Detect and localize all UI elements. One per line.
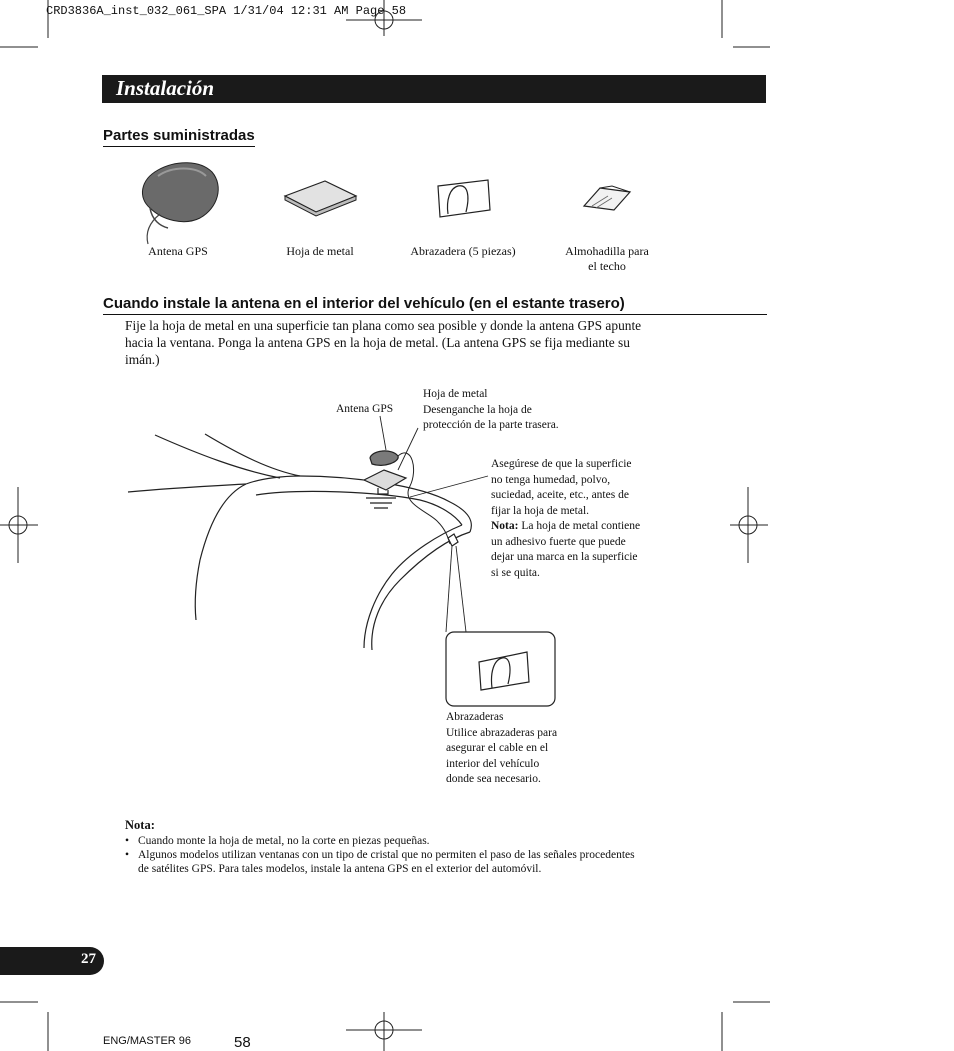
label-note-line (491, 519, 681, 535)
footer-page-number: 58 (234, 1034, 251, 1051)
label-line: Utilice abrazaderas para (446, 726, 558, 739)
label-line: fijar la hoja de metal. (491, 504, 590, 517)
part-caption-line: Almohadilla para (565, 244, 649, 258)
label-line: Abrazaderas (446, 711, 504, 723)
label-metal-sheet (423, 387, 603, 434)
note-item: • Cuando monte la hoja de metal, no la corte en piezas pequeñas. (125, 834, 645, 848)
label-antenna: Antena GPS (336, 403, 394, 415)
label-line: Desenganche la hoja de (423, 403, 532, 416)
label-line: donde sea necesario. (446, 773, 541, 785)
label-line: dejar una marca en la superficie (491, 551, 638, 563)
install-heading: Cuando instale la antena en el interior del vehículo (en el estante trasero) (103, 295, 767, 315)
install-paragraph: Fije la hoja de metal en una superficie tan plana como sea posible y donde la antena GPS apunte hacia la ventana. Ponga la antena GPS en la hoja de metal. (La antena GPS se fija mediante su imán.) (125, 318, 642, 367)
part-caption-line: Antena GPS (148, 244, 208, 258)
footer-master: ENG/MASTER 96 (103, 1035, 192, 1047)
label-line: protección de la parte trasera. (423, 419, 559, 431)
label-line: un adhesivo fuerte que puede (491, 535, 626, 548)
part-caption-line: el techo (588, 259, 626, 273)
note-item: • Algunos modelos utilizan ventanas con un tipo de cristal que no permiten el paso de las señales procedentes de satélites GPS. Para tales modelos, instale la antena GPS en el exterior del automóvil. (125, 848, 645, 876)
label-line: La hoja de metal contiene (518, 520, 641, 532)
label-line: Asegúrese de que la superficie (491, 458, 632, 470)
part-caption-line: Hoja de metal (286, 244, 354, 258)
label-line: Hoja de metal (423, 388, 488, 400)
section-title: Instalación (116, 76, 215, 100)
notes-list (125, 834, 645, 876)
label-line: interior del vehículo (446, 757, 540, 770)
label-line: suciedad, aceite, etc., antes de (491, 489, 629, 501)
print-slug: CRD3836A_inst_032_061_SPA 1/31/04 12:31 AM Page 58 (46, 4, 407, 18)
page-tab (0, 947, 104, 975)
page-tab-number: 27 (81, 951, 96, 967)
label-clamps (446, 710, 616, 788)
notes-title: Nota: (125, 818, 155, 832)
parts-heading: Partes suministradas (103, 127, 255, 147)
note-bold: Nota: (491, 520, 519, 532)
part-caption-line: Abrazadera (5 piezas) (410, 244, 516, 258)
label-line: asegurar el cable en el (446, 742, 549, 754)
label-surface (491, 457, 681, 581)
label-line: si se quita. (491, 566, 540, 579)
label-line: no tenga humedad, polvo, (491, 473, 611, 486)
